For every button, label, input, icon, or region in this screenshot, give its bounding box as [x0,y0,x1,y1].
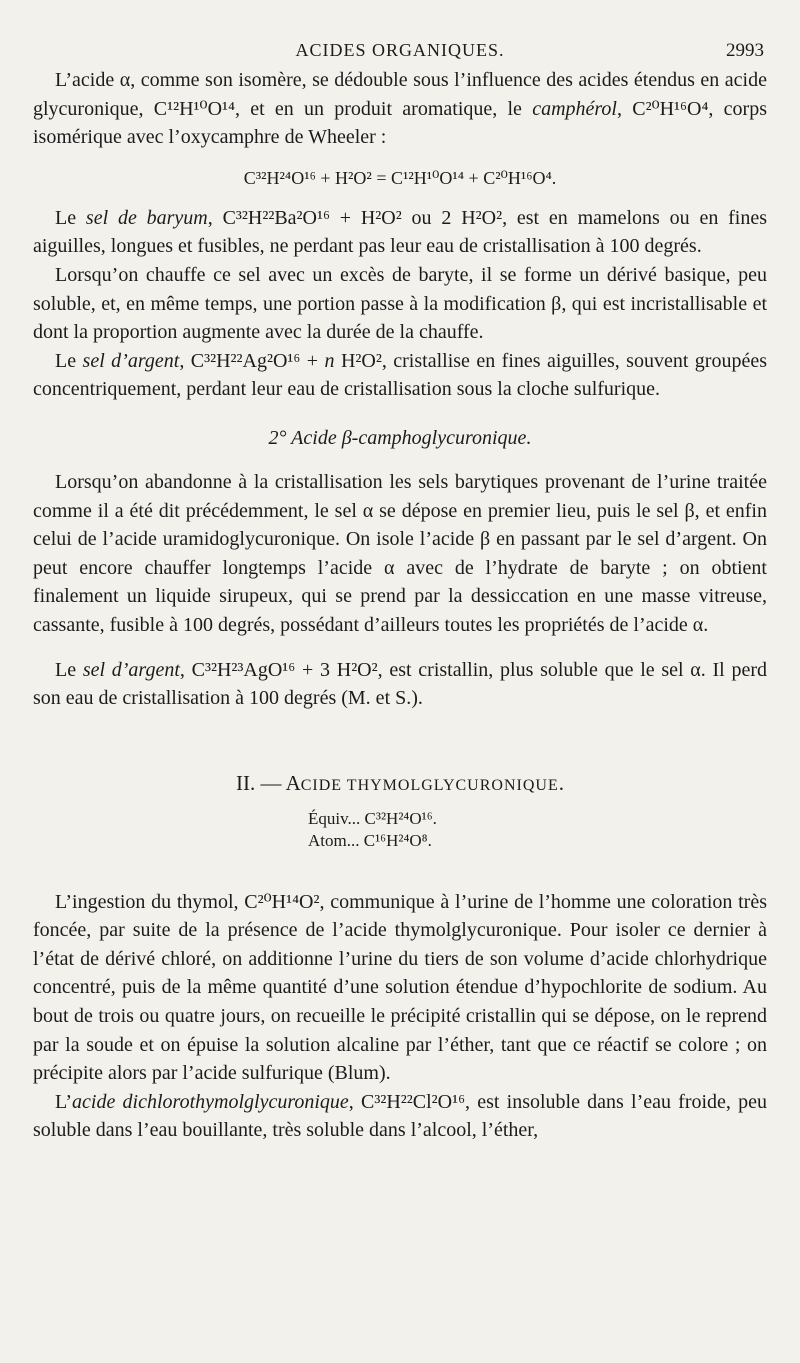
paragraph-7: L’ingestion du thymol, C²⁰H¹⁴O², communique à l’urine de l’homme une coloration très foncée, par suite de la présence de l’acide thymolglycuronique. Pour isoler ce dernier à l’état de dérivé chloré, on additionne l’urine du tiers de son volume d’acide chlorhydrique concentré, puis de la même quantité d’une solution étendue d’hypochlorite de sodium. Au bout de trois ou quatre jours, on recueille le précipité cristallin qui se dépose, on le reprend par la soude et on épuise la solution alcaline par l’éther, tant que ce réactif se colore ; on précipite alors par l’acide sulfurique (Blum). [33,890,767,1085]
section-heading: 2° Acide β-camphoglycuronique. [268,426,532,449]
paragraph-6: Le sel d’argent, C³²H²³AgO¹⁶ + 3 H²O², est cristallin, plus soluble que le sel α. Il perd son eau de cristallisation à 100 degrés (M. et S.). [33,658,767,710]
atom-line: Atom... C¹⁶H²⁴O⁸. [308,830,432,850]
paragraph-5: Lorsqu’on abandonne à la cristallisation les sels barytiques provenant de l’urine traitée comme il a été dit précédemment, le sel α se dépose en premier lieu, puis le sel β, et enfin celui de l’acide uramidoglycuronique. On isole l’acide β en passant par le sel d’argent. On peut encore chauffer longtemps l’acide α avec de l’hydrate de baryte ; on obtient finalement un liquide sirupeux, qui se prend par la dessiccation en une masse vitreuse, cassante, fusible à 100 degrés, possédant d’ailleurs toutes les propriétés de l’acide α. [33,470,767,636]
paragraph-2: Le sel de baryum, C³²H²²Ba²O¹⁶ + H²O² ou 2 H²O², est en mamelons ou en fines aiguilles, longues et fusibles, ne perdant pas leur eau de cristallisation à 100 degrés. [33,206,768,258]
page-header [0,40,800,66]
equiv-line: Équiv... C³²H²⁴O¹⁶. [308,808,437,828]
running-title: ACIDES ORGANIQUES. [295,40,505,60]
paragraph-3: Lorsqu’on chauffe ce sel avec un excès de baryte, il se forme un dérivé basique, peu soluble, et, en même temps, une portion passe à la modification β, qui est incristallisable et dont la proportion augmente avec la durée de la chauffe. [33,263,767,344]
main-heading: II. — ACIDE THYMOLGLYCURONIQUE. [236,770,564,795]
paragraph-1: L’acide α, comme son isomère, se dédouble sous l’influence des acides étendus en acide glycuronique, C¹²H¹⁰O¹⁴, et en un produit aromatique, le camphérol, C²⁰H¹⁶O⁴, corps isomérique avec l’oxycamphre de Wheeler : [33,69,767,149]
page-number: 2993 [726,40,764,61]
equation: C³²H²⁴O¹⁶ + H²O² = C¹²H¹⁰O¹⁴ + C²⁰H¹⁶O⁴. [243,167,557,188]
body-text [33,66,767,1145]
paragraph-8: L’acide dichlorothymolglycuronique, C³²H²²Cl²O¹⁶, est insoluble dans l’eau froide, peu soluble dans l’eau bouillante, très soluble dans l’alcool, l’éther, [33,1090,767,1142]
paragraph-4: Le sel d’argent, C³²H²²Ag²O¹⁶ + n H²O², cristallise en fines aiguilles, souvent groupées concentriquement, perdant leur eau de cristallisation sous la cloche sulfurique. [33,349,768,401]
